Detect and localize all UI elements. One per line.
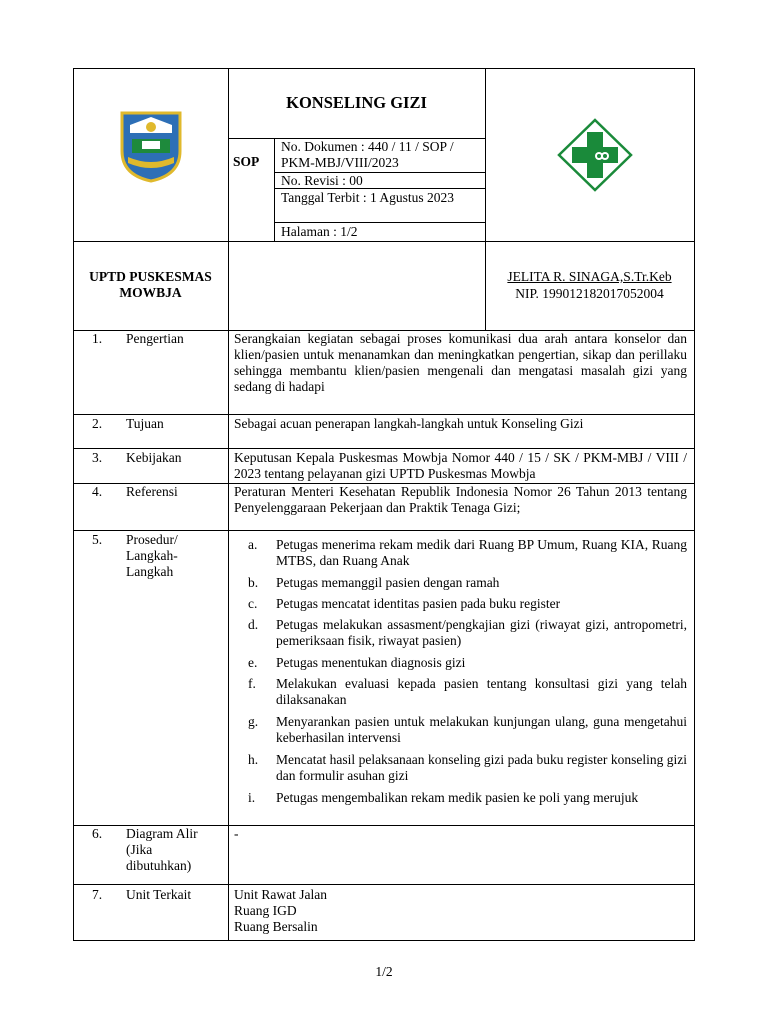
- section-label: Kebijakan: [126, 450, 182, 465]
- publish-date: Tanggal Terbit : 1 Agustus 2023: [281, 190, 454, 205]
- section-label: Diagram Alir (Jika dibutuhkan): [126, 826, 198, 873]
- procedure-step: [236, 714, 687, 752]
- related-unit: Ruang Bersalin: [234, 919, 318, 934]
- related-unit: Unit Rawat Jalan: [234, 887, 327, 902]
- step-text: Petugas menentukan diagnosis gizi: [276, 655, 466, 670]
- step-text: Petugas melakukan assasment/pengkajian gizi (riwayat gizi, antropometri, pemeriksaan fisik, riwayat pasien): [276, 617, 687, 648]
- page-number: 1/2: [375, 964, 393, 979]
- section-label: Prosedur/ Langkah-Langkah: [126, 532, 178, 579]
- section-text: Peraturan Menteri Kesehatan Republik Indonesia Nomor 26 Tahun 2013 tentang Penyelenggaraan Pekerjaan dan Praktik Tenaga Gizi;: [234, 484, 687, 515]
- procedure-step: [236, 790, 687, 822]
- revision-number: No. Revisi : 00: [281, 173, 363, 188]
- step-text: Menyarankan pasien untuk melakukan kunjungan ulang, guna mengetahui keberhasilan intervensi: [276, 714, 687, 745]
- step-text: Petugas mencatat identitas pasien pada buku register: [276, 596, 561, 611]
- puskesmas-cross-icon: [557, 118, 633, 192]
- section-label: Pengertian: [126, 331, 184, 346]
- section-number: 4.: [92, 484, 103, 499]
- procedure-step: [236, 752, 687, 790]
- page-title: KONSELING GIZI: [286, 93, 427, 112]
- step-marker: b.: [248, 575, 259, 590]
- section-text: Keputusan Kepala Puskesmas Mowbja Nomor 440 / 15 / SK / PKM-MBJ / VIII / 2023 tentang pelayanan gizi UPTD Puskesmas Mowbja: [234, 450, 687, 481]
- procedure-list: [236, 537, 687, 822]
- step-text: Petugas memanggil pasien dengan ramah: [276, 575, 500, 590]
- section-text: Serangkaian kegiatan sebagai proses komunikasi dua arah antara konselor dan klien/pasien untuk menanamkan dan meningkatkan pengertian, sikap dan perillaku sehingga membantu klien/pasien mengenali dan mengatasi masalah gizi yang sedang di hadapi: [234, 331, 687, 394]
- signer-nip: NIP. 199012182017052004: [515, 286, 664, 301]
- organization-name: UPTD PUSKESMAS MOWBJA: [89, 269, 212, 300]
- step-marker: d.: [248, 617, 259, 632]
- related-unit: Ruang IGD: [234, 903, 297, 918]
- step-text: Melakukan evaluasi kepada pasien tentang konsultasi gizi yang telah dilaksanakan: [276, 676, 687, 707]
- section-number: 3.: [92, 450, 103, 465]
- step-marker: f.: [248, 676, 256, 691]
- procedure-step: [236, 617, 687, 655]
- section-number: 6.: [92, 826, 103, 841]
- step-marker: g.: [248, 714, 259, 729]
- section-number: 7.: [92, 887, 103, 902]
- regional-emblem-icon: [120, 111, 182, 183]
- procedure-step: [236, 676, 687, 714]
- procedure-step: [236, 596, 687, 617]
- procedure-step: [236, 655, 687, 676]
- section-text: -: [234, 826, 239, 841]
- section-label: Tujuan: [126, 416, 164, 431]
- step-marker: i.: [248, 790, 256, 805]
- signer-name: JELITA R. SINAGA,S.Tr.Keb: [507, 269, 672, 284]
- step-text: Petugas menerima rekam medik dari Ruang BP Umum, Ruang KIA, Ruang MTBS, dan Ruang Anak: [276, 537, 687, 568]
- doc-number: No. Dokumen : 440 / 11 / SOP / PKM-MBJ/VIII/2023: [281, 139, 454, 170]
- step-marker: e.: [248, 655, 258, 670]
- step-text: Mencatat hasil pelaksanaan konseling gizi pada buku register konseling gizi dan formulir asuhan gizi: [276, 752, 687, 783]
- page-count: Halaman : 1/2: [281, 224, 358, 239]
- step-marker: a.: [248, 537, 258, 552]
- step-text: Petugas mengembalikan rekam medik pasien ke poli yang merujuk: [276, 790, 639, 805]
- section-text: Sebagai acuan penerapan langkah-langkah untuk Konseling Gizi: [234, 416, 584, 431]
- section-number: 2.: [92, 416, 103, 431]
- procedure-step: [236, 537, 687, 575]
- section-label: Referensi: [126, 484, 178, 499]
- procedure-step: [236, 575, 687, 596]
- section-label: Unit Terkait: [126, 887, 192, 902]
- sop-label: SOP: [233, 154, 260, 169]
- section-number: 5.: [92, 532, 103, 547]
- step-marker: c.: [248, 596, 258, 611]
- section-number: 1.: [92, 331, 103, 346]
- step-marker: h.: [248, 752, 259, 767]
- related-units: [234, 887, 534, 935]
